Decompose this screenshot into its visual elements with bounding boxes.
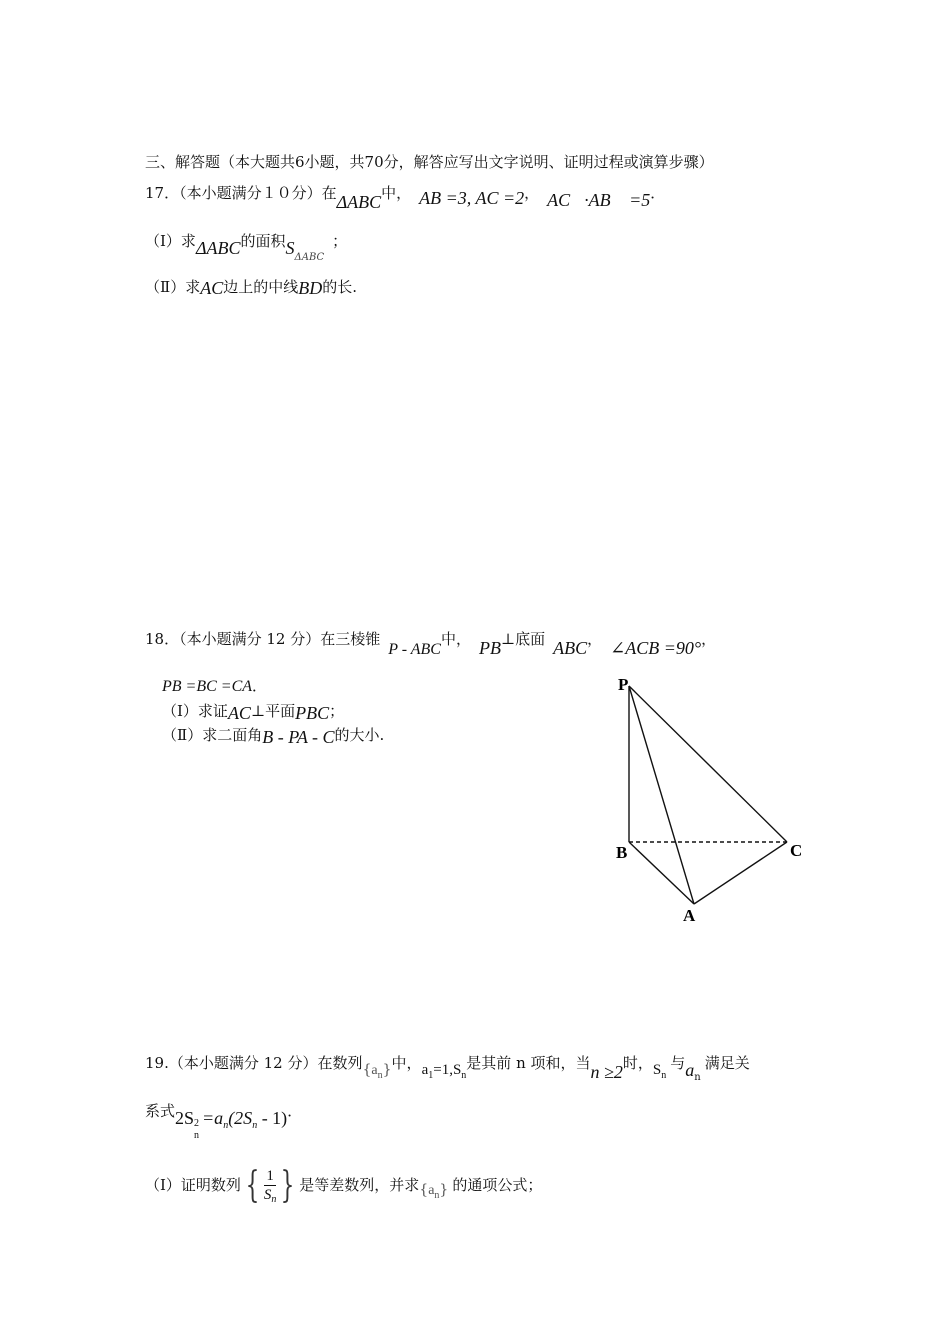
q19-mid2: 是其前 n 项和，当 [466, 1054, 591, 1072]
q19-relation [145, 1100, 303, 1141]
q17-given1: AB =3, AC =2 [419, 188, 525, 208]
q19-line2-prefix: 系式 [145, 1102, 176, 1120]
q18-cond-end: ． [252, 677, 268, 695]
q19-part1-brace: $\{a_n\}$ [419, 1182, 449, 1201]
q19-a1-s-sub: n [461, 1070, 467, 1081]
q19-a1-sub: 1 [428, 1070, 434, 1081]
q17-part1 [145, 230, 348, 263]
q17-mid: 中， [381, 184, 412, 202]
q19-frac-left-brace: { [245, 1165, 260, 1206]
q19-eq-lhs-sub: n [194, 1130, 200, 1141]
q19-a1: a [421, 1062, 429, 1078]
q19-an: a [685, 1060, 695, 1080]
q17-comma: ， [524, 184, 540, 202]
q18-part1-perp: ⊥ [250, 702, 266, 720]
q17-part2-BD: BD [298, 278, 323, 298]
vertex-label-B: B [616, 843, 628, 862]
q17-part1-S: S [285, 238, 295, 258]
section-header [145, 152, 714, 172]
q19-frac-den-sub: n [271, 1193, 277, 1205]
q17-statement [145, 182, 666, 212]
q17-part1-end: ； [332, 232, 348, 250]
q18-base-text: 底面 [515, 630, 546, 648]
q18-condition [162, 676, 267, 697]
q18-part1-mid: 平面 [265, 702, 296, 720]
q18-pyramid: P - ABC [388, 641, 441, 658]
q17-part1-prefix: （Ⅰ）求 [145, 232, 196, 250]
vertex-label-C: C [790, 841, 803, 860]
edge-AC [694, 842, 787, 904]
q19-a1-val: =1,S [433, 1062, 462, 1078]
q17-part1-mid: 的面积 [240, 232, 286, 250]
q19-fraction [264, 1167, 277, 1206]
q18-head: 18．（本小题满分 12 分）在三棱锥 [145, 630, 381, 648]
q18-perp: ⊥ [500, 630, 516, 648]
q19-mid3: 时， [622, 1054, 653, 1072]
q19-frac-den: S [263, 1186, 272, 1203]
q17-part2-mid: 边上的中线 [223, 278, 299, 296]
q19-seq-a: a [371, 1063, 378, 1078]
q18-angle: ∠ACB =90° [610, 638, 702, 658]
q19-part1-a-sub: n [434, 1190, 440, 1201]
q19-eq-rhs-sub: n [252, 1120, 258, 1131]
q19-part1-end: 的通项公式； [452, 1176, 543, 1194]
pyramid-figure [610, 668, 820, 930]
q19-tail: 满足关 [704, 1054, 750, 1072]
q19-statement [145, 1052, 750, 1083]
q18-angle-end: ， [701, 630, 717, 648]
q18-part1-prefix: （Ⅰ）求证 [162, 702, 228, 720]
q19-eq-end: ． [287, 1102, 303, 1120]
section-header-text: 三、解答题（本大题共6小题，共70分，解答应写出文字说明、证明过程或演算步骤） [145, 153, 714, 171]
q19-sn-sub: n [661, 1070, 667, 1081]
q19-part1-a: a [428, 1183, 435, 1198]
q17-part1-S-sub: ΔABC [294, 252, 325, 263]
q19-part1-prefix: （Ⅰ）证明数列 [145, 1176, 241, 1194]
q18-part2 [162, 724, 384, 745]
q19-sn: S [652, 1062, 662, 1078]
q19-frac-right-brace: } [280, 1165, 295, 1206]
q18-part1-ac: AC [227, 703, 251, 723]
q18-part2-prefix: （Ⅱ）求二面角 [162, 726, 263, 744]
q19-seq-a-sub: n [377, 1070, 383, 1081]
q17-head: 17．（本小题满分１０分）在 [145, 184, 337, 202]
q19-seq-brace: $\{a_n\}$ [362, 1062, 392, 1081]
q19-n-cond: n ≥2 [590, 1062, 623, 1082]
q19-eq-lhs-sup: 2 [194, 1118, 200, 1129]
q19-part1-mid: 是等差数列，并求 [299, 1176, 420, 1194]
q17-part2-end: 的长. [322, 278, 358, 296]
q19-frac-num: 1 [264, 1167, 277, 1186]
q17-part2-prefix: （Ⅱ）求 [145, 278, 201, 296]
q18-comma: ， [587, 630, 603, 648]
q17-part1-triangle: ΔABC [195, 238, 241, 258]
q18-statement [145, 628, 717, 658]
vertex-label-A: A [683, 906, 696, 925]
q19-mid1: 中， [391, 1054, 422, 1072]
q17-triangle: ΔABC [336, 192, 382, 212]
q17-part2-AC: AC [200, 278, 224, 298]
q19-an-sub: n [694, 1072, 701, 1083]
q18-part2-end: 的大小. [334, 726, 385, 744]
q19-eq-rhs: (2S [228, 1108, 253, 1128]
q19-eq-mid: =a [202, 1108, 224, 1128]
q18-mid1: 中， [440, 630, 471, 648]
q18-part1-end: ； [329, 702, 345, 720]
q19-eq [175, 1108, 288, 1141]
q18-pb: PB [478, 638, 501, 658]
q19-eq-lhs: 2S [175, 1108, 195, 1128]
q17-given2: AC⃗·AB⃗ =5 [547, 190, 651, 210]
q17-end: ． [650, 184, 666, 202]
vertex-label-P: P [618, 675, 629, 694]
q18-cond: PB =BC =CA [162, 678, 253, 695]
q17-part2 [145, 276, 357, 297]
q19-and: 与 [670, 1054, 686, 1072]
q19-eq-rhs-end: - 1) [257, 1108, 288, 1128]
q19-part1 [145, 1166, 542, 1206]
q18-abc: ABC [553, 638, 588, 658]
q19-eq-mid-sub: n [223, 1120, 229, 1131]
q18-part1-pbc: PBC [295, 703, 330, 723]
q18-part1 [162, 700, 344, 721]
q19-head: 19.（本小题满分 12 分）在数列 [145, 1054, 363, 1072]
q18-part2-angle: B - PA - C [262, 727, 335, 747]
